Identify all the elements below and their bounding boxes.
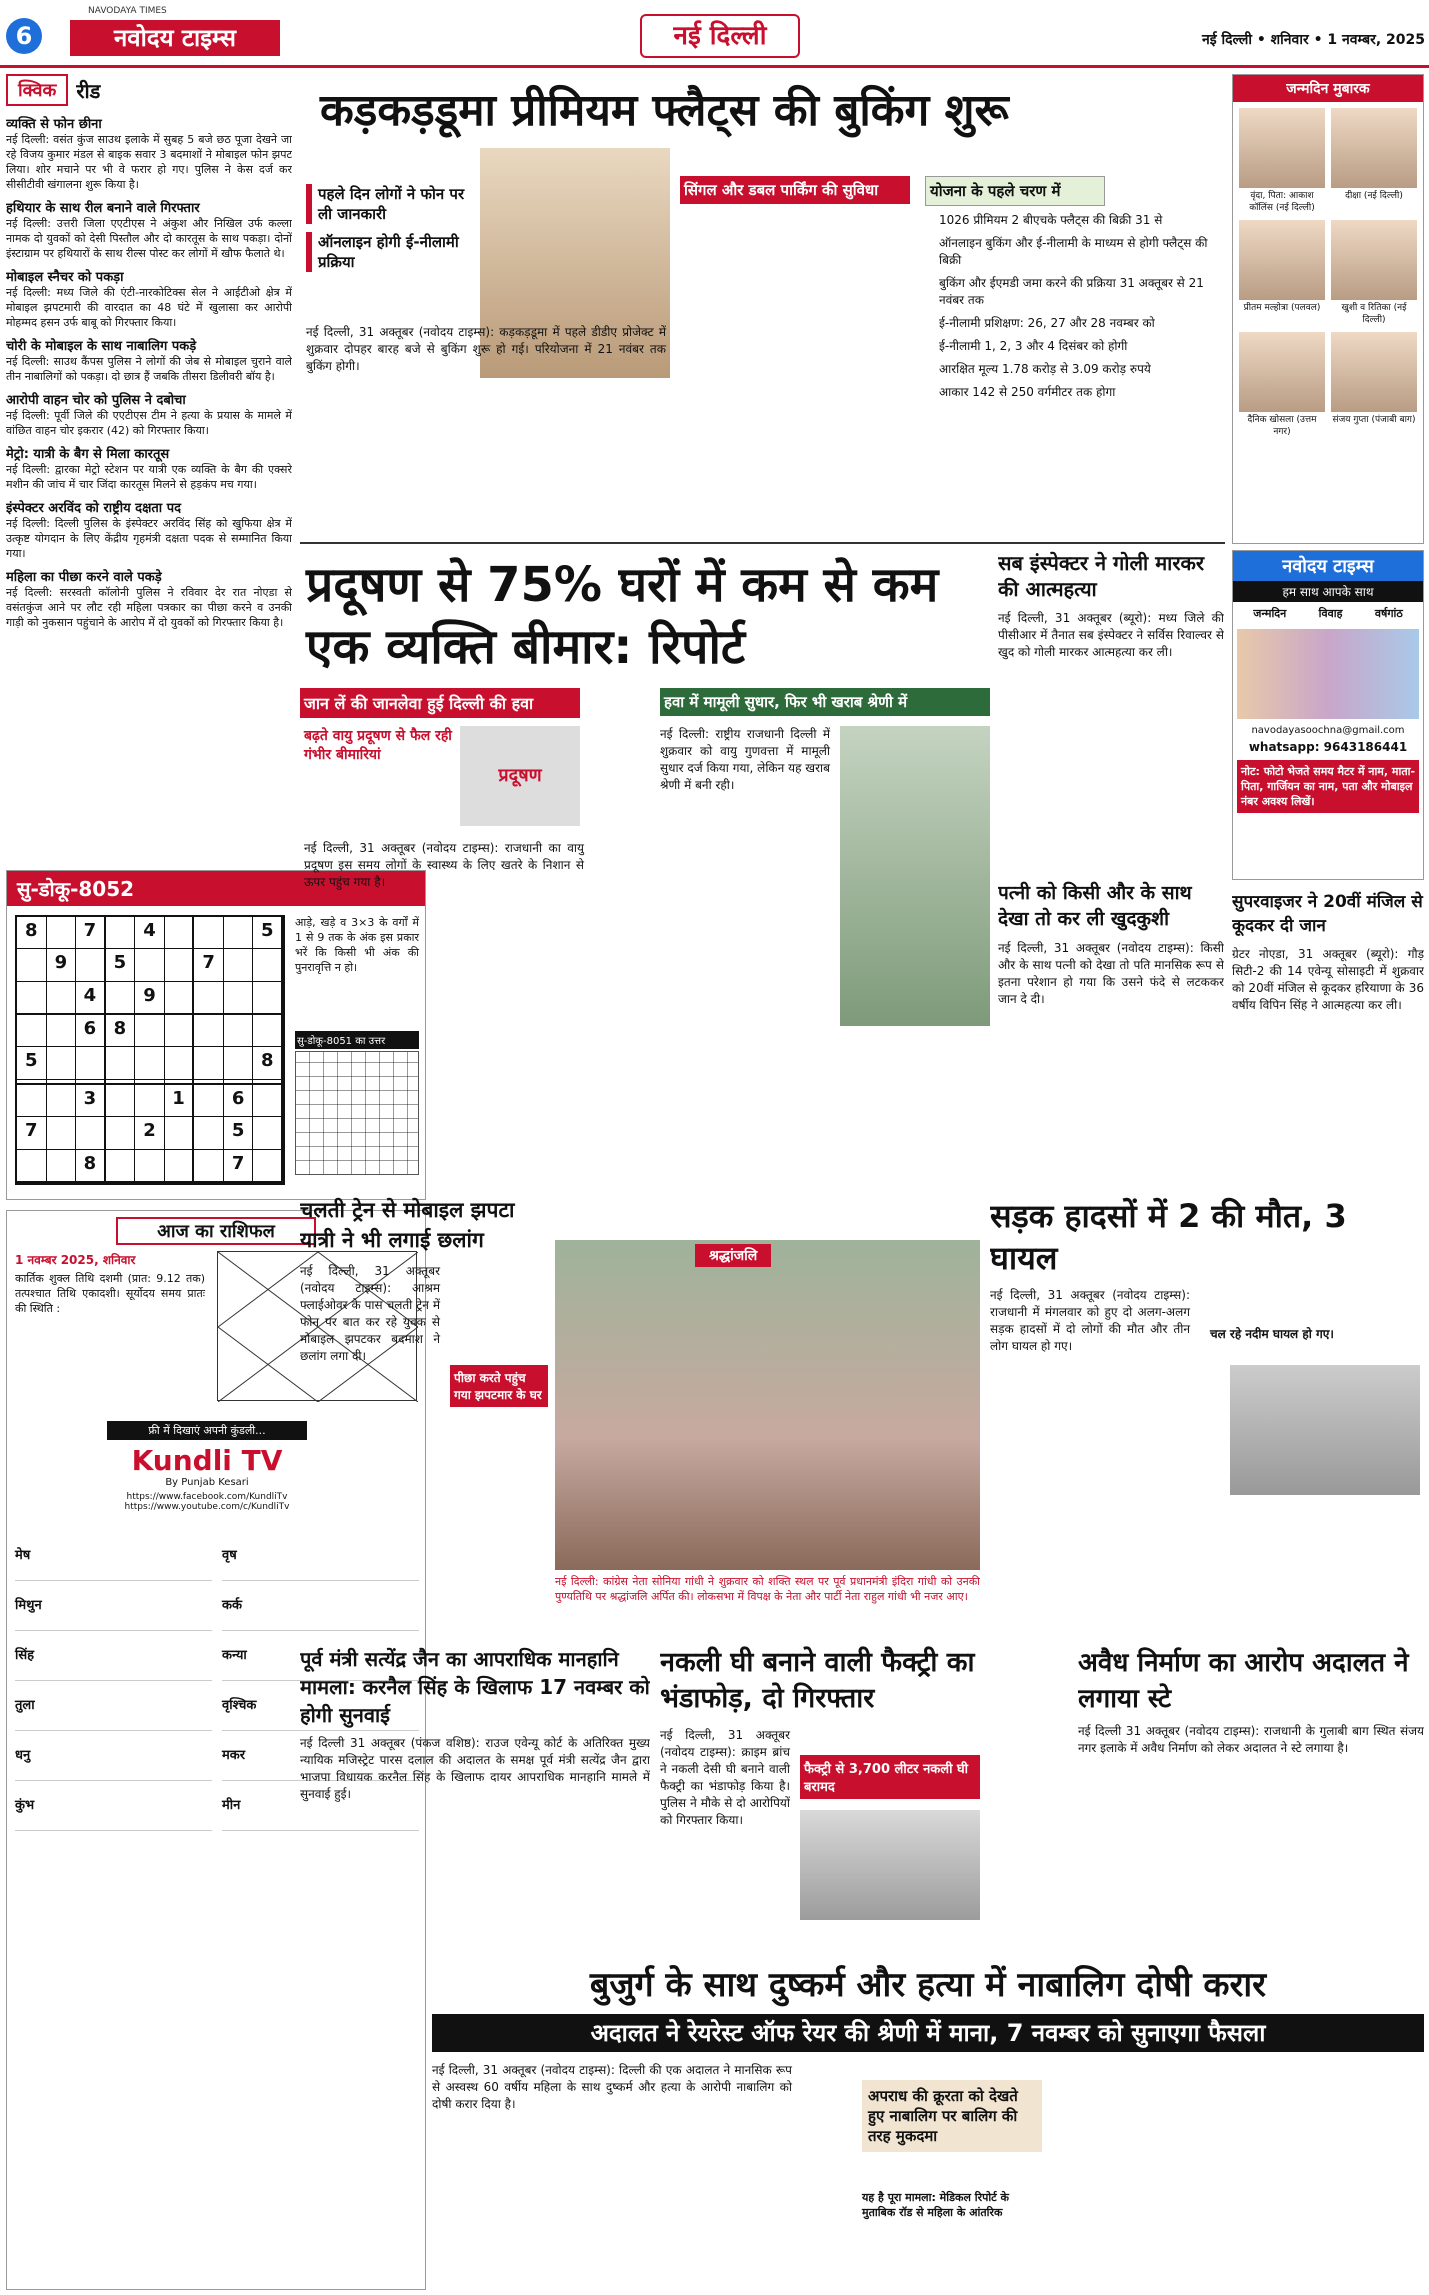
sudoku-cell: 8 xyxy=(253,1047,283,1079)
rashifal-panchang: कार्तिक शुक्ल तिथि दशमी (प्रात: 9.12 तक) तत्पश्चात तिथि एकादशी। सूर्योदय समय प्रातः की स्थिति : xyxy=(15,1272,205,1315)
smog-photo xyxy=(840,726,990,1026)
dateline: नई दिल्ली • शनिवार • 1 नवम्बर, 2025 xyxy=(1201,32,1425,48)
quick-read-body: नई दिल्ली: उत्तरी जिला एएटीएस ने अंकुश और निखिल उर्फ कल्ला नामक दो युवकों को देसी पिस्तौल और दो कारतूस के साथ पकड़ा। दोनों इंस्टाग्राम पर हथियारों के साथ रील्स पोस्ट कर लोगों में खौफ फैलाते थे। xyxy=(6,217,292,260)
navodaya-box xyxy=(1232,550,1424,880)
quick-read-body: नई दिल्ली: वसंत कुंज साउथ इलाके में सुबह 5 बजे छठ पूजा देखने जा रहे विजय कुमार मंडल से बाइक सवार 3 बदमाशों ने मोबाइल फोन झपट लिया। शोर मचाने पर भी वे फरार हो गए। पुलिस ने केस दर्ज कर सीसीटीवी खंगालना शुरू किया है। xyxy=(6,133,292,191)
birthday-card xyxy=(1239,220,1325,326)
rashifal-title: आज का राशिफल xyxy=(116,1217,316,1245)
sudoku-cell xyxy=(106,1117,136,1149)
sudoku-cell xyxy=(106,1150,136,1183)
supervisor-headline: सुपरवाइजर ने 20वीं मंजिल से कूदकर दी जान xyxy=(1232,892,1423,936)
sudoku-cell xyxy=(194,1015,224,1047)
verdict-headline: बुजुर्ग के साथ दुष्कर्म और हत्या में नाबालिग दोषी करार xyxy=(589,1965,1267,2005)
sudoku-cell xyxy=(17,949,47,981)
sudoku-cell: 2 xyxy=(135,1117,165,1149)
sudoku-cell xyxy=(47,1085,77,1117)
pollution-story xyxy=(300,550,990,1190)
quick-read-body: नई दिल्ली: मध्य जिले की एंटी-नारकोटिक्स सेल ने आईटीओ क्षेत्र में मोबाइल झपटमारी की वारदात का 48 घंटे में खुलासा कर आरोपी मोहम्मद हसन उर्फ बाबू को गिरफ्तार किया। xyxy=(6,286,292,329)
nt-category: जन्मदिन xyxy=(1253,607,1287,620)
birthday-name: खुशी व रितिका (नई दिल्ली) xyxy=(1341,303,1407,325)
quick-read-label: क्विक xyxy=(6,74,68,106)
sudoku-cell xyxy=(253,1117,283,1149)
sudoku-cell xyxy=(106,982,136,1015)
sudoku-cell xyxy=(17,1150,47,1183)
rashi-sign: मीन xyxy=(222,1791,419,1831)
rashi-sign: मेष xyxy=(15,1541,212,1581)
quick-read-header xyxy=(6,74,292,106)
rashi-sign: कर्क xyxy=(222,1591,419,1631)
sudoku-cell xyxy=(135,1015,165,1047)
sudoku-cell xyxy=(47,1117,77,1149)
sudoku-cell: 6 xyxy=(224,1085,254,1117)
sudoku-cell: 4 xyxy=(76,982,106,1015)
birthday-card xyxy=(1331,332,1417,438)
rashi-sign: मिथुन xyxy=(15,1591,212,1631)
sudoku-cell xyxy=(194,1047,224,1079)
quick-read-list xyxy=(6,114,292,630)
nt-email[interactable]: navodayasoochna@gmail.com xyxy=(1251,725,1405,736)
birthday-name: दीक्षा (नई दिल्ली) xyxy=(1345,191,1403,201)
ghee-headline: नकली घी बनाने वाली फैक्ट्री का भंडाफोड़, दो गिरफ्तार xyxy=(660,1647,975,1714)
birthday-name: प्रीतम मल्होत्रा (पलवल) xyxy=(1243,303,1321,313)
sudoku-cell xyxy=(165,917,195,949)
sudoku-cell: 8 xyxy=(76,1150,106,1183)
sudoku-cell xyxy=(165,1047,195,1079)
illegal-story xyxy=(1078,1645,1424,1955)
birthday-name: वृंदा, पिता: आकाश कॉलिंस (नई दिल्ली) xyxy=(1249,191,1315,213)
kundli-fb-link[interactable]: https://www.facebook.com/KundliTv xyxy=(126,1492,288,1502)
sudoku-answer-label: सु-डोकू-8051 का उत्तर xyxy=(295,1031,419,1049)
scheme-item: ई-नीलामी 1, 2, 3 और 4 दिसंबर को होगी xyxy=(939,339,1128,353)
brand-small: NAVODAYA TIMES xyxy=(88,6,167,16)
accident-pull: चल रहे नदीम घायल हो गए। xyxy=(1210,1327,1334,1341)
sudoku-cell: 5 xyxy=(17,1047,47,1079)
jain-headline: पूर्व मंत्री सत्येंद्र जैन का आपराधिक मानहानि मामला: करनैल सिंह के खिलाफ 17 नवम्बर को होगी सुनवाई xyxy=(300,1647,650,1727)
birthday-name: दैनिक खोसला (उत्तम नगर) xyxy=(1247,415,1317,437)
verdict-box: अपराध की क्रूरता को देखते हुए नाबालिग पर बालिग की तरह मुकदमा xyxy=(862,2080,1042,2152)
lead-bullet: ऑनलाइन होगी ई-नीलामी प्रक्रिया xyxy=(306,232,474,272)
sudoku-cell xyxy=(165,1117,195,1149)
sudoku-cell xyxy=(194,1150,224,1183)
kundli-yt-link[interactable]: https://www.youtube.com/c/KundliTv xyxy=(124,1502,290,1512)
sudoku-cell xyxy=(47,1047,77,1079)
verdict-body: नई दिल्ली, 31 अक्तूबर (नवोदय टाइम्स): दिल्ली की एक अदालत ने मानसिक रूप से अस्वस्थ 60 वर्षीय महिला के साथ दुष्कर्म और हत्या के आरोपी नाबालिग को दोषी करार दिया है। xyxy=(432,2063,792,2111)
ghee-story xyxy=(660,1645,1070,1955)
nt-category: विवाह xyxy=(1318,607,1343,620)
illegal-body: नई दिल्ली 31 अक्तूबर (नवोदय टाइम्स): राजधानी के गुलाबी बाग स्थित संजय नगर इलाके में अवैध निर्माण को लेकर अदालत ने स्टे लगाया है। xyxy=(1078,1724,1424,1755)
sudoku-cell xyxy=(76,949,106,981)
sudoku-cell xyxy=(47,917,77,949)
kundli-sub: By Punjab Kesari xyxy=(165,1477,249,1488)
sudoku-cell xyxy=(253,982,283,1015)
ghee-kicker: फैक्ट्री से 3,700 लीटर नकली घी बरामद xyxy=(800,1755,980,1799)
sudoku-cell xyxy=(194,917,224,949)
tribute-caption: नई दिल्ली: कांग्रेस नेता सोनिया गांधी ने शुक्रवार को शक्ति स्थल पर पूर्व प्रधानमंत्री इंदिरा गांधी को उनकी पुण्यतिथि पर श्रद्धांजलि अर्पित की। लोकसभा में विपक्ष के नेता और पार्टी नेता राहुल गांधी भी नजर आए। xyxy=(555,1575,980,1603)
quick-read-body: नई दिल्ली: पूर्वी जिले की एएटीएस टीम ने हत्या के प्रयास के मामले में वांछित वाहन चोर इकरार (42) को गिरफ्तार किया। xyxy=(6,409,292,437)
pollution-graphic: प्रदूषण xyxy=(460,726,580,826)
sudoku-cell xyxy=(76,1117,106,1149)
rashi-sign: तुला xyxy=(15,1691,212,1731)
sudoku-cell xyxy=(106,1085,136,1117)
quick-read-label-2: रीड xyxy=(76,78,101,103)
wife-suicide-story xyxy=(998,880,1224,1190)
nt-tagline: हम साथ आपके साथ xyxy=(1233,581,1423,602)
sudoku-cell xyxy=(76,1047,106,1079)
quick-read-title: इंस्पेक्टर अरविंद को राष्ट्रीय दक्षता पद xyxy=(6,501,181,516)
si-suicide-story xyxy=(998,550,1224,870)
birthday-card xyxy=(1239,108,1325,214)
pollution-kicker: जान लें की जानलेवा हुई दिल्ली की हवा xyxy=(300,688,580,718)
scheme-item: आकार 142 से 250 वर्गमीटर तक होगा xyxy=(939,385,1116,399)
sudoku-cell xyxy=(106,1047,136,1079)
brand-logo: नवोदय टाइम्स xyxy=(70,20,280,56)
scheme-item: 1026 प्रीमियम 2 बीएचके फ्लैट्स की बिक्री 31 से xyxy=(939,213,1163,227)
sudoku-cell xyxy=(224,982,254,1015)
scheme-item: ई-नीलामी प्रशिक्षण: 26, 27 और 28 नवम्बर को xyxy=(939,316,1155,330)
lead-body: नई दिल्ली, 31 अक्तूबर (नवोदय टाइम्स): कड़कड़डूमा में पहले डीडीए प्रोजेक्ट में शुक्रवार दोपहर बारह बजे से बुकिंग शुरू हो गई। परियोजना में 21 नवंबर तक बुकिंग होगी। xyxy=(306,325,666,373)
train-headline: चलती ट्रेन से मोबाइल झपटा यात्री ने भी लगाई छलांग xyxy=(300,1198,515,1252)
rashi-sign: मकर xyxy=(222,1741,419,1781)
sudoku-cell xyxy=(165,1015,195,1047)
birthday-box xyxy=(1232,74,1424,544)
sudoku-cell: 5 xyxy=(224,1117,254,1149)
nt-whatsapp[interactable]: whatsapp: 9643186441 xyxy=(1248,740,1408,754)
scheme-item: ऑनलाइन बुकिंग और ई-नीलामी के माध्यम से होगी फ्लैट्स की बिक्री xyxy=(939,236,1208,267)
sudoku-cell xyxy=(224,1015,254,1047)
sudoku-cell xyxy=(194,982,224,1015)
pollution-kicker-2: हवा में मामूली सुधार, फिर भी खराब श्रेणी में xyxy=(660,688,990,716)
lead-headline: कड़कड़डूमा प्रीमियम फ्लैट्स की बुकिंग शुरू xyxy=(320,85,1009,136)
rashi-sign: धनु xyxy=(15,1741,212,1781)
verdict-subhead: अदालत ने रेयरेस्ट ऑफ रेयर की श्रेणी में माना, 7 नवम्बर को सुनाएगा फैसला xyxy=(432,2014,1424,2052)
birthday-photo xyxy=(1331,220,1417,300)
verdict-story xyxy=(432,1960,1424,2290)
sudoku-cell xyxy=(253,1015,283,1047)
birthday-photo xyxy=(1331,332,1417,412)
kundli-ad xyxy=(107,1421,307,1512)
birthday-photo xyxy=(1239,108,1325,188)
train-story xyxy=(300,1195,550,1645)
rashi-sign: कन्या xyxy=(222,1641,419,1681)
quick-read-title: चोरी के मोबाइल के साथ नाबालिग पकड़े xyxy=(6,339,197,354)
birthday-name: संजय गुप्ता (पंजाबी बाग) xyxy=(1332,415,1416,425)
rashi-sign: वृश्चिक xyxy=(222,1691,419,1731)
si-suicide-headline: सब इंस्पेक्टर ने गोली मारकर की आत्महत्या xyxy=(998,551,1205,601)
nt-brand: नवोदय टाइम्स xyxy=(1233,551,1423,581)
sudoku-grid xyxy=(15,915,285,1185)
quick-read-body: नई दिल्ली: सरस्वती कॉलोनी पुलिस ने रविवार देर रात नोएडा से वसंतकुंज आने पर लौट रही महिला पत्रकार का पीछा करने व उनकी गाड़ी को नुकसान पहुंचाने के आरोप में दो युवकों को गिरफ्तार किया है। xyxy=(6,586,292,629)
quick-read-title: व्यक्ति से फोन छीना xyxy=(6,117,102,132)
tribute-photo xyxy=(555,1240,980,1570)
sudoku-cell xyxy=(165,949,195,981)
scheme-list xyxy=(925,212,1220,407)
accident-photo xyxy=(1230,1365,1420,1495)
sudoku-label: सु xyxy=(17,877,31,901)
section-title: नई दिल्ली xyxy=(640,14,800,58)
kundli-ad-title: फ्री में दिखाएं अपनी कुंडली... xyxy=(107,1421,307,1440)
jain-story xyxy=(300,1645,650,1955)
pollution-body: नई दिल्ली, 31 अक्तूबर (नवोदय टाइम्स): राजधानी का वायु प्रदूषण इस समय लोगों के स्वास्थ्य के लिए खतरे के निशान से ऊपर पहुंच गया है। xyxy=(304,841,584,889)
masthead xyxy=(0,0,1429,68)
sudoku-cell xyxy=(47,982,77,1015)
birthday-title: जन्मदिन मुबारक xyxy=(1233,75,1423,102)
si-suicide-body: नई दिल्ली, 31 अक्तूबर (ब्यूरो): मध्य जिले की पीसीआर में तैनात सब इंस्पेक्टर ने सर्विस रिवाल्वर से खुद को गोली मारकर आत्महत्या कर ली। xyxy=(998,611,1224,659)
train-body: नई दिल्ली, 31 अक्तूबर (नवोदय टाइम्स): आश्रम फ्लाईओवर के पास चलती ट्रेन में फोन पर बात कर रहे युवक से मोबाइल झपटकर बदमाश ने छलांग लगा दी। xyxy=(300,1264,440,1363)
quick-read-title: आरोपी वाहन चोर को पुलिस ने दबोचा xyxy=(6,393,186,408)
accident-story xyxy=(990,1195,1424,1645)
sudoku-cell xyxy=(106,917,136,949)
nt-categories xyxy=(1233,602,1423,625)
sudoku-cell: 3 xyxy=(76,1085,106,1117)
quick-read-body: नई दिल्ली: साउथ कैंपस पुलिस ने लोगों की जेब से मोबाइल चुराने वाले तीन नाबालिगों को पकड़ा। दो छात्र हैं जबकि तीसरा डिलीवरी बॉय है। xyxy=(6,355,292,383)
sudoku-cell xyxy=(165,982,195,1015)
rashi-sign: वृष xyxy=(222,1541,419,1581)
lead-story xyxy=(300,74,1225,544)
sudoku-cell: 5 xyxy=(253,917,283,949)
sudoku-cell: 7 xyxy=(224,1150,254,1183)
handcuff-photo xyxy=(800,1810,980,1920)
birthday-photo xyxy=(1331,108,1417,188)
sudoku-cell: 7 xyxy=(76,917,106,949)
page-number: 6 xyxy=(6,18,42,54)
pollution-body-2: नई दिल्ली: राष्ट्रीय राजधानी दिल्ली में शुक्रवार को वायु गुणवत्ता में मामूली सुधार दर्ज किया गया, लेकिन यह खराब श्रेणी में बनी रही। xyxy=(660,727,830,792)
quick-read-title: मेट्रो: यात्री के बैग से मिला कारतूस xyxy=(6,447,170,462)
sudoku-cell: 8 xyxy=(17,917,47,949)
quick-read-body: नई दिल्ली: दिल्ली पुलिस के इंस्पेक्टर अरविंद सिंह को खुफिया क्षेत्र में उत्कृष्ट योगदान के लिए केंद्रीय गृहमंत्री दक्षता पदक से सम्मानित किया गया। xyxy=(6,517,292,560)
sudoku-cell: 5 xyxy=(106,949,136,981)
sudoku-cell xyxy=(224,917,254,949)
sudoku-cell: 1 xyxy=(165,1085,195,1117)
quick-read-title: मोबाइल स्नैचर को पकड़ा xyxy=(6,270,124,285)
accident-headline: सड़क हादसों में 2 की मौत, 3 घायल xyxy=(990,1197,1347,1277)
sudoku-cell: 9 xyxy=(47,949,77,981)
sudoku-cell: 9 xyxy=(135,982,165,1015)
kundli-logo: Kundli TV xyxy=(131,1444,283,1477)
lead-box-scheme: योजना के पहले चरण में xyxy=(925,176,1105,206)
sudoku-cell xyxy=(194,1085,224,1117)
tribute-tag: श्रद्धांजलि xyxy=(695,1244,771,1267)
illegal-headline: अवैध निर्माण का आरोप अदालत ने लगाया स्टे xyxy=(1078,1648,1409,1714)
sudoku-cell xyxy=(224,1047,254,1079)
scheme-item: आरक्षित मूल्य 1.78 करोड़ से 3.09 करोड़ रुपये xyxy=(939,362,1151,376)
sudoku-cell xyxy=(47,1015,77,1047)
sudoku-cell xyxy=(135,1150,165,1183)
sudoku-cell xyxy=(253,949,283,981)
tribute-story xyxy=(555,1240,980,1640)
sudoku-cell xyxy=(253,1085,283,1117)
sudoku-cell: 8 xyxy=(106,1015,136,1047)
sudoku-cell xyxy=(17,1015,47,1047)
sudoku-cell xyxy=(165,1150,195,1183)
birthday-photo xyxy=(1239,220,1325,300)
nt-category: वर्षगांठ xyxy=(1374,607,1403,620)
birthday-grid xyxy=(1233,102,1423,444)
birthday-card xyxy=(1331,220,1417,326)
sudoku-cell: 7 xyxy=(17,1117,47,1149)
lead-bullets xyxy=(306,184,474,280)
train-box: पीछा करते पहुंच गया झपटमार के घर xyxy=(450,1365,548,1407)
sudoku-cell xyxy=(253,1150,283,1183)
nt-note: नोट: फोटो भेजते समय मैटर में नाम, माता-पिता, गार्जियन का नाम, पता और मोबाइल नंबर अवश्य लिखें। xyxy=(1237,760,1419,813)
sudoku-cell: 4 xyxy=(135,917,165,949)
lead-box-parking: सिंगल और डबल पार्किंग की सुविधा xyxy=(680,176,910,204)
birthday-photo xyxy=(1239,332,1325,412)
sudoku-cell xyxy=(135,949,165,981)
rashi-sign: कुंभ xyxy=(15,1791,212,1831)
pollution-bullet: बढ़ते वायु प्रदूषण से फैल रही गंभीर बीमारियां xyxy=(304,728,452,763)
lead-bullet: पहले दिन लोगों ने फोन पर ली जानकारी xyxy=(306,184,474,224)
nt-photos xyxy=(1237,629,1419,719)
rashifal-date: 1 नवम्बर 2025, शनिवार xyxy=(15,1253,136,1267)
supervisor-story xyxy=(1232,890,1424,1190)
sudoku-number: -डोकू-8052 xyxy=(30,877,135,901)
wife-suicide-headline: पत्नी को किसी और के साथ देखा तो कर ली खुदकुशी xyxy=(998,882,1192,930)
quick-read-body: नई दिल्ली: द्वारका मेट्रो स्टेशन पर यात्री एक व्यक्ति के बैग की एक्सरे मशीन की जांच में चार जिंदा कारतूस मिलने से हड़कंप मच गया। xyxy=(6,463,292,491)
sudoku-cell xyxy=(47,1150,77,1183)
scheme-item: बुकिंग और ईएमडी जमा करने की प्रक्रिया 31 अक्तूबर से 21 नवंबर तक xyxy=(939,276,1204,307)
supervisor-body: ग्रेटर नोएडा, 31 अक्तूबर (ब्यूरो): गौड़ सिटी-2 की 14 एवेन्यू सोसाइटी में शुक्रवार को 20वीं मंजिल से कूदकर हरियाणा के 36 वर्षीय विपिन सिंह ने आत्महत्या कर ली। xyxy=(1232,947,1424,1012)
birthday-card xyxy=(1239,332,1325,438)
sudoku-cell: 7 xyxy=(194,949,224,981)
ghee-body: नई दिल्ली, 31 अक्तूबर (नवोदय टाइम्स): क्राइम ब्रांच ने नकली देसी घी बनाने वाली फैक्ट्री का भंडाफोड़ किया है। पुलिस ने मौके से दो आरोपियों को गिरफ्तार किया। xyxy=(660,1728,790,1827)
rashi-sign: सिंह xyxy=(15,1641,212,1681)
sudoku-cell xyxy=(224,949,254,981)
quick-read-title: महिला का पीछा करने वाले पकड़े xyxy=(6,570,162,585)
sudoku-cell xyxy=(17,982,47,1015)
quick-read-title: हथियार के साथ रील बनाने वाले गिरफ्तार xyxy=(6,201,200,216)
jain-body: नई दिल्ली 31 अक्तूबर (पंकज वशिष्ठ): राउज एवेन्यू कोर्ट के अतिरिक्त मुख्य न्यायिक मजिस्ट्रेट पारस दलाल की अदालत के समक्ष पूर्व मंत्री सत्येंद्र जैन द्वारा भाजपा विधायक करनैल सिंह के खिलाफ दायर आपराधिक मानहानि मामले में सुनवाई हुई। xyxy=(300,1736,650,1801)
pollution-headline: प्रदूषण से 75% घरों में कम से कम एक व्यक्ति बीमार: रिपोर्ट xyxy=(306,557,939,675)
accident-body: नई दिल्ली, 31 अक्तूबर (नवोदय टाइम्स): राजधानी में मंगलवार को हुए दो अलग-अलग सड़क हादसों में दो लोगों की मौत और तीन लोग घायल हो गए। xyxy=(990,1288,1190,1353)
sudoku-cell: 6 xyxy=(76,1015,106,1047)
sudoku-rules: आड़े, खड़े व 3×3 के वर्गों में 1 से 9 तक के अंक इस प्रकार भरें कि किसी भी अंक की पुनरावृत्ति न हो। xyxy=(295,916,419,974)
sudoku-cell xyxy=(135,1085,165,1117)
sudoku-cell xyxy=(17,1085,47,1117)
sudoku-cell xyxy=(135,1047,165,1079)
sudoku-cell xyxy=(194,1117,224,1149)
verdict-caption: यह है पूरा मामला: मेडिकल रिपोर्ट के मुताबिक रॉड से महिला के आंतरिक xyxy=(862,2191,1010,2219)
wife-suicide-body: नई दिल्ली, 31 अक्तूबर (नवोदय टाइम्स): किसी और के साथ पत्नी को देखा तो पति मानसिक रूप से इतना परेशान हो गया कि उसने फंदे से लटककर जान दे दी। xyxy=(998,941,1224,1006)
birthday-card xyxy=(1331,108,1417,214)
